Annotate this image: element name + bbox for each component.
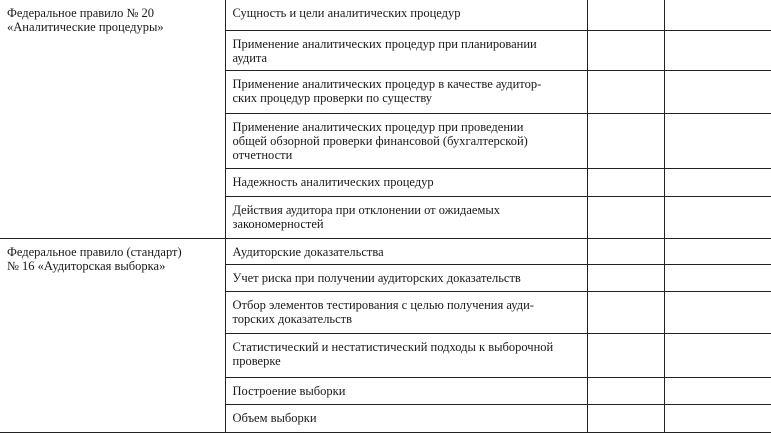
empty-cell bbox=[664, 196, 771, 238]
empty-cell bbox=[664, 291, 771, 333]
empty-cell bbox=[664, 264, 771, 291]
topic-cell bbox=[225, 333, 587, 377]
empty-cell bbox=[587, 333, 664, 377]
empty-cell bbox=[664, 30, 771, 70]
rule-cell bbox=[0, 0, 225, 238]
topic-text: Сущность и цели аналитических процедур bbox=[232, 6, 461, 20]
empty-cell bbox=[587, 0, 664, 30]
empty-cell bbox=[664, 377, 771, 404]
topic-text: Статистический и нестатистический подходы к выборочной bbox=[232, 339, 554, 354]
topic-cell bbox=[225, 30, 587, 70]
topic-text: Учет риска при получении аудиторских доказательств bbox=[232, 270, 521, 285]
topic-cell bbox=[225, 113, 587, 168]
empty-cell bbox=[664, 238, 771, 264]
topic-text: Аудиторские доказательства bbox=[232, 244, 384, 259]
topic-text: Применение аналитических процедур в качестве аудитор- bbox=[232, 76, 542, 91]
topic-text: Объем выборки bbox=[232, 410, 317, 425]
rule-cell bbox=[0, 238, 225, 432]
empty-cell bbox=[587, 168, 664, 196]
empty-cell bbox=[664, 168, 771, 196]
rule-title: № 16 «Аудиторская выборка» bbox=[7, 258, 166, 273]
topic-text: отчетности bbox=[232, 147, 293, 162]
topic-text: аудита bbox=[232, 50, 268, 65]
rule-title: Федеральное правило № 20 bbox=[7, 6, 155, 20]
empty-cell bbox=[664, 404, 771, 432]
topic-text: Применение аналитических процедур при проведении bbox=[232, 119, 524, 134]
empty-cell bbox=[664, 0, 771, 30]
topic-text: Действия аудитора при отклонении от ожидаемых bbox=[232, 202, 501, 217]
topic-text: проверке bbox=[232, 353, 281, 368]
topic-text: торских доказательств bbox=[232, 311, 353, 326]
empty-cell bbox=[587, 30, 664, 70]
empty-cell bbox=[587, 264, 664, 291]
rule-title: «Аналитические процедуры» bbox=[7, 20, 164, 34]
topic-cell bbox=[225, 264, 587, 291]
topic-text: Применение аналитических процедур при планировании bbox=[232, 36, 537, 51]
topic-cell bbox=[225, 404, 587, 432]
empty-cell bbox=[587, 291, 664, 333]
topic-text: Надежность аналитических процедур bbox=[232, 174, 434, 189]
topic-cell bbox=[225, 291, 587, 333]
empty-cell bbox=[587, 238, 664, 264]
empty-cell bbox=[587, 196, 664, 238]
topic-text: Построение выборки bbox=[232, 383, 346, 398]
topic-text: общей обзорной проверки финансовой (бухгалтерской) bbox=[232, 133, 528, 148]
empty-cell bbox=[587, 377, 664, 404]
topic-cell bbox=[225, 238, 587, 264]
rule-title: Федеральное правило (стандарт) bbox=[7, 244, 182, 259]
topic-text: ских процедур проверки по существу bbox=[232, 90, 433, 105]
topic-text: Отбор элементов тестирования с целью получения ауди- bbox=[232, 297, 534, 312]
empty-cell bbox=[587, 70, 664, 113]
topic-text: закономерностей bbox=[232, 216, 324, 231]
topic-cell bbox=[225, 0, 587, 30]
table-row bbox=[0, 238, 771, 264]
topic-cell bbox=[225, 377, 587, 404]
topic-cell bbox=[225, 196, 587, 238]
topic-cell bbox=[225, 168, 587, 196]
empty-cell bbox=[664, 333, 771, 377]
empty-cell bbox=[587, 404, 664, 432]
topic-cell bbox=[225, 70, 587, 113]
table-row bbox=[0, 0, 771, 30]
empty-cell bbox=[664, 70, 771, 113]
empty-cell bbox=[587, 113, 664, 168]
empty-cell bbox=[664, 113, 771, 168]
